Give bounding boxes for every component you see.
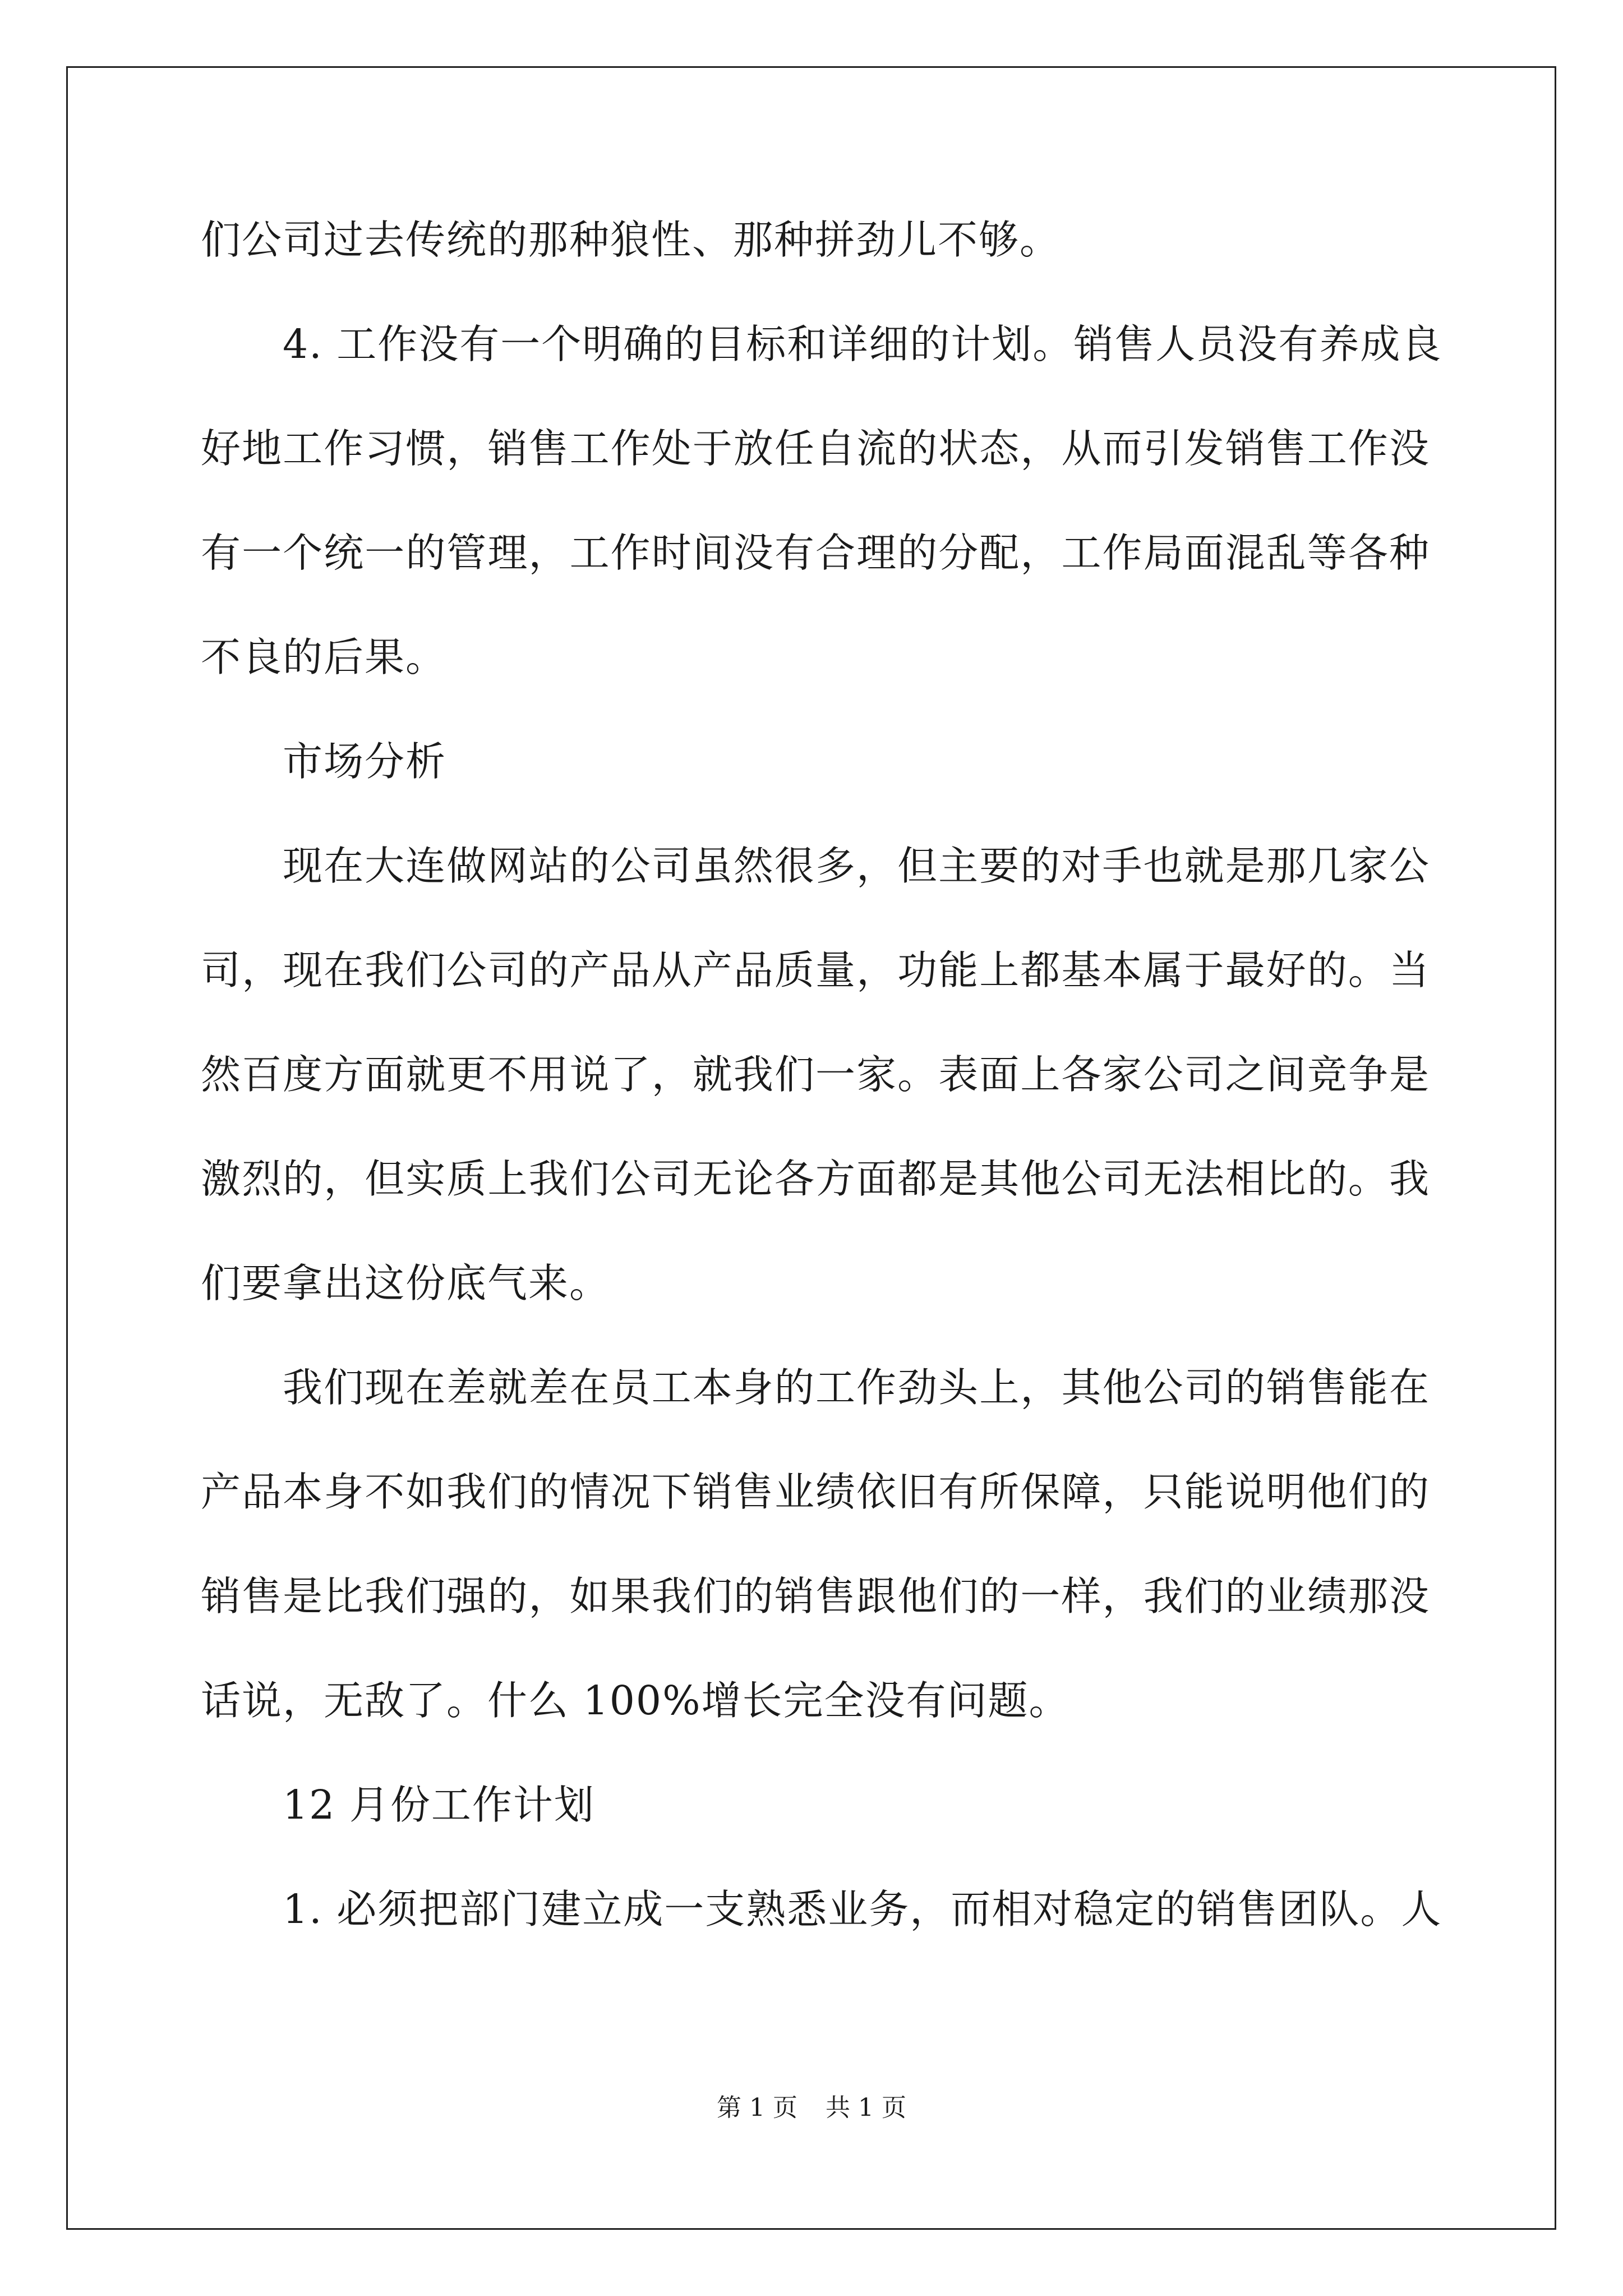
text-line: 司，现在我们公司的产品从产品质量，功能上都基本属于最好的。当 <box>201 947 1430 993</box>
text-line: 们公司过去传统的那种狼性、那种拼劲儿不够。 <box>201 217 1061 263</box>
page-total: 共 1 页 <box>826 2093 906 2122</box>
text-line: 话说，无敌了。什么 100%增长完全没有问题。 <box>201 1677 1070 1724</box>
text-line: 激烈的，但实质上我们公司无论各方面都是其他公司无法相比的。我 <box>201 1156 1430 1202</box>
text-line: 销售是比我们强的，如果我们的销售跟他们的一样，我们的业绩那没 <box>201 1573 1430 1619</box>
text-line: 有一个统一的管理，工作时间没有合理的分配，工作局面混乱等各种 <box>201 530 1430 576</box>
text-line: 4. 工作没有一个明确的目标和详细的计划。销售人员没有养成良 <box>283 321 1442 367</box>
text-line: 们要拿出这份底气来。 <box>201 1260 611 1306</box>
page-footer <box>0 2091 1623 2125</box>
text-line: 不良的后果。 <box>201 634 447 680</box>
page-number: 第 1 页 <box>717 2093 797 2122</box>
text-line: 然百度方面就更不用说了，就我们一家。表面上各家公司之间竞争是 <box>201 1051 1430 1098</box>
section-heading-december-plan: 12 月份工作计划 <box>283 1782 595 1828</box>
text-line: 我们现在差就差在员工本身的工作劲头上，其他公司的销售能在 <box>283 1364 1430 1411</box>
text-line: 现在大连做网站的公司虽然很多，但主要的对手也就是那几家公 <box>283 843 1430 889</box>
document-body <box>201 188 1442 1962</box>
text-line: 好地工作习惯，销售工作处于放任自流的状态，从而引发销售工作没 <box>201 425 1430 472</box>
text-line: 产品本身不如我们的情况下销售业绩依旧有所保障，只能说明他们的 <box>201 1469 1430 1515</box>
section-heading-market-analysis: 市场分析 <box>283 738 447 785</box>
text-line: 1. 必须把部门建立成一支熟悉业务，而相对稳定的销售团队。人 <box>283 1886 1442 1932</box>
